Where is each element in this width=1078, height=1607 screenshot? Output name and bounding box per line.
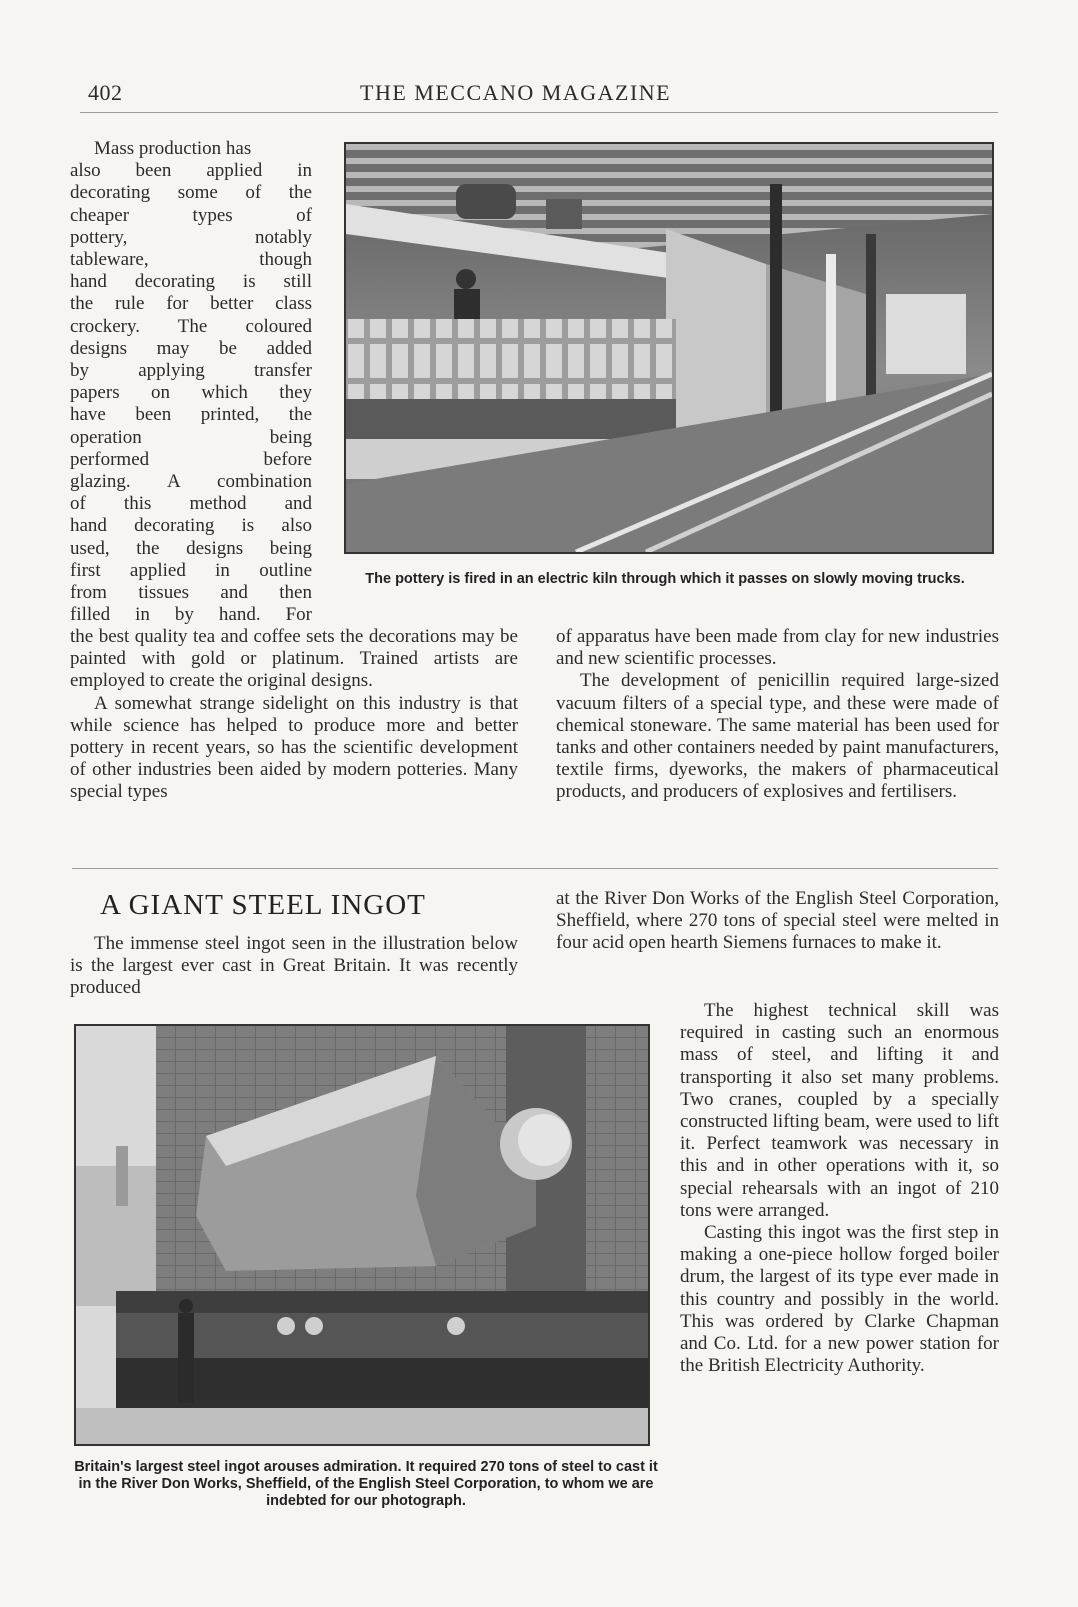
ingot-intro-paragraph: The immense steel ingot seen in the illustration below is the largest ever cast in Great Britain. It was recently produced: [70, 933, 518, 999]
intro-line: glazing. A combination: [70, 471, 312, 493]
intro-line: filled in by hand. For: [70, 604, 312, 626]
header-rule: [80, 112, 998, 113]
intro-line: hand decorating is still: [70, 271, 312, 293]
page-number: 402: [88, 80, 123, 105]
intro-line: hand decorating is also: [70, 515, 312, 537]
ingot-illustration: [76, 1026, 648, 1444]
intro-line: Mass production has: [94, 138, 252, 159]
article1-left-column: [70, 626, 518, 804]
narrow-paragraph-1: The highest technical skill was required in casting such an enormous mass of steel, and lifting it and transporting it also set many problems. Two cranes, coupled by a specially constructed lifting beam, were used to lift it. Perfect teamwork was necessary in this and in other operations with it, so special rehearsals with an ingot of 210 tons were arranged.: [680, 1000, 999, 1221]
intro-line: first applied in outline: [70, 559, 312, 581]
ingot-caption: Britain's largest steel ingot arouses admiration. It required 270 tons of steel to cast it in the River Don Works, Sheffield, of the English Steel Corporation, to whom we are indebted for our photograph.: [74, 1459, 658, 1509]
ingot-photo: [74, 1024, 650, 1446]
right-paragraph-2: The development of penicillin required large-sized vacuum filters of a special type, and these were made of chemical stoneware. The same material has been used for tanks and other containers needed by paint manufacturers, textile firms, dyeworks, the makers of pharmaceutical products, and producers of explosives and fertilisers.: [556, 670, 999, 803]
right-paragraph-1: of apparatus have been made from clay for new industries and new scientific processes.: [556, 626, 999, 670]
intro-line: performed before: [70, 448, 312, 470]
magazine-title: THE MECCANO MAGAZINE: [360, 80, 672, 105]
intro-line: also been applied in: [70, 160, 312, 182]
article2-right-intro: [556, 888, 999, 955]
intro-line: tableware, though: [70, 249, 312, 271]
article2-narrow-column: [680, 1000, 999, 1377]
intro-line: of this method and: [70, 493, 312, 515]
ingot-works-paragraph: at the River Don Works of the English Steel Corporation, Sheffield, where 270 tons of special steel were melted in four acid open hearth Siemens furnaces to make it.: [556, 888, 999, 954]
intro-line: crockery. The coloured: [70, 315, 312, 337]
article1-right-column: [556, 626, 999, 804]
article2-left-intro: [70, 933, 518, 1000]
narrow-paragraph-2: Casting this ingot was the first step in making a one-piece hollow forged boiler drum, the largest of its type ever made in this country and possibly in the world. This was ordered by Clarke Chapman and Co. Ltd. for a new power station for the British Electricity Authority.: [680, 1222, 999, 1377]
intro-line: papers on which they: [70, 382, 312, 404]
kiln-caption: The pottery is fired in an electric kiln through which it passes on slowly moving trucks.: [365, 571, 965, 587]
intro-line: used, the designs being: [70, 537, 312, 559]
kiln-illustration: [346, 144, 992, 552]
left-paragraph-1: the best quality tea and coffee sets the decorations may be painted with gold or platinum. Trained artists are employed to create the original designs.: [70, 626, 518, 692]
intro-column: [70, 138, 312, 626]
intro-line: designs may be added: [70, 337, 312, 359]
intro-line: have been printed, the: [70, 404, 312, 426]
section-divider: [72, 868, 998, 869]
intro-line: pottery, notably: [70, 226, 312, 248]
left-paragraph-2: A somewhat strange sidelight on this industry is that while science has helped to produce more and better pottery in recent years, so has the scientific development of other industries been aided by modern potteries. Many special types: [70, 692, 518, 803]
intro-line: by applying transfer: [70, 360, 312, 382]
article-headline: A GIANT STEEL INGOT: [100, 889, 426, 921]
intro-line: the rule for better class: [70, 293, 312, 315]
kiln-photo: [344, 142, 994, 554]
intro-line: from tissues and then: [70, 582, 312, 604]
intro-line: decorating some of the: [70, 182, 312, 204]
intro-line: cheaper types of: [70, 204, 312, 226]
intro-line: operation being: [70, 426, 312, 448]
